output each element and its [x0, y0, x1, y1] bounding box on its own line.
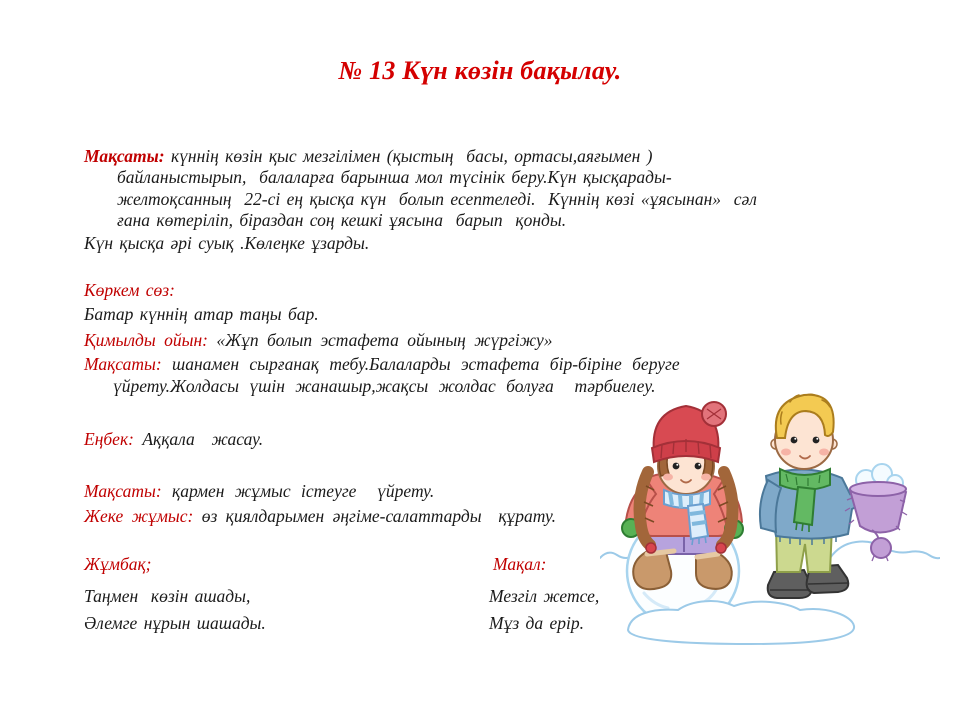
riddle-line-2: Әлемге нұрын шашады.	[84, 613, 266, 633]
snowball-basket-icon	[845, 464, 907, 561]
goal-1-line-4: ғана көтеріліп, біраздан соң кешкі ұясына барып қонды.	[117, 210, 567, 230]
goal-3-line	[84, 481, 434, 502]
goal-2-label: Мақсаты:	[84, 354, 162, 374]
individual-work-label: Жеке жұмыс:	[84, 506, 194, 526]
proverb-line-2: Мұз да ерір.	[489, 613, 585, 633]
goal-2-line-2: үйрету.Жолдасы үшін жанашыр,жақсы жолдас болуға тәрбиелеу.	[113, 376, 656, 396]
korkem-soz-label: Көркем сөз:	[84, 280, 175, 300]
goal-1-line-2: байланыстырып, балаларға барынша мол түсінік беру.Күн қысқарады-	[117, 167, 672, 187]
game-label: Қимылды ойын:	[84, 330, 208, 350]
korkem-soz-text: Батар күннің атар таңы бар.	[84, 304, 319, 324]
note-line: Күн қысқа әрі суық .Көлеңке ұзарды.	[84, 233, 370, 253]
individual-work-text: өз қиялдарымен әңгіме-салаттарды құрату.	[193, 506, 557, 526]
proverb-line-1: Мезгіл жетсе,	[489, 586, 600, 606]
enbek-text: Аққала жасау.	[133, 429, 264, 449]
riddle-label: Жұмбақ;	[84, 554, 152, 574]
goal-2-text-1: шанамен сырғанақ тебу.Балаларды эстафета бір-біріне беруге	[161, 354, 680, 374]
individual-work-line	[84, 506, 556, 527]
game-text: «Жұп болып эстафета ойының жүргіжу»	[207, 330, 553, 350]
game-line	[84, 330, 553, 351]
goal-1-text-1: күннің көзін қыс мезгілімен (қыстың басы, ортасы,аяғымен )	[164, 146, 653, 166]
goal-1-line-1	[84, 146, 652, 167]
goal-3-label: Мақсаты:	[84, 481, 162, 501]
enbek-line	[84, 429, 263, 450]
riddle-line-1: Таңмен көзін ашады,	[84, 586, 251, 606]
page-title: № 13 Күн көзін бақылау.	[338, 56, 622, 85]
goal-2-line-1	[84, 354, 680, 375]
goal-3-text: қармен жұмыс істеуге үйрету.	[161, 481, 435, 501]
goal-1-label: Мақсаты:	[84, 146, 165, 166]
enbek-label: Еңбек:	[84, 429, 134, 449]
proverb-label: Мақал:	[493, 554, 547, 574]
children-with-snowballs-illustration	[600, 378, 940, 668]
goal-1-line-3: желтоқсанның 22-сі ең қысқа күн болып есептеледі. Күннің көзі «ұясынан» сәл	[117, 189, 757, 209]
